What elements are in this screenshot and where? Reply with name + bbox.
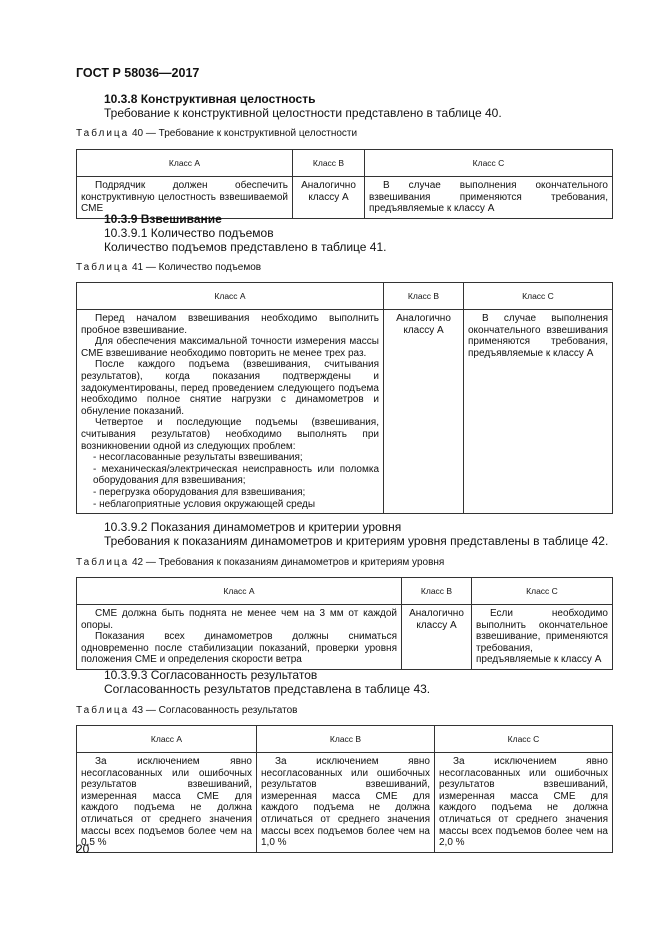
cell-class-a [77, 310, 384, 514]
col-header-b: Класс В [293, 150, 365, 177]
caption-prefix: Таблица [76, 128, 130, 139]
cell-class-c: Если необходимо выполнить окончательное взвешивание, применяются требования, предъявляемые к классу А [472, 605, 613, 670]
subsection-title: 10.3.9.2 Показания динамометров и критерии уровня [104, 520, 402, 534]
cell-class-c: В случае выполнения окончательного взвешивания применяются требования, предъявляемые к классу А [365, 177, 613, 219]
subsection-title: 10.3.9.1 Количество подъемов [104, 226, 274, 240]
section-text: Требование к конструктивной целостности представлено в таблице 40. [104, 106, 502, 120]
col-header-c: Класс С [464, 283, 613, 310]
caption-prefix: Таблица [76, 705, 130, 716]
table-41-caption [76, 262, 612, 274]
page-number: 20 [76, 842, 90, 856]
list-item: - механическая/электрическая неисправность или поломка оборудования для взвешивания; [93, 463, 379, 487]
col-header-a: Класс А [77, 150, 293, 177]
section-10-3-9-2 [76, 520, 612, 548]
col-header-c: Класс С [472, 578, 613, 605]
caption-text: 41 — Количество подъемов [132, 262, 262, 273]
col-header-c: Класс С [435, 726, 613, 753]
table-43-caption [76, 705, 612, 717]
paragraph: Четвертое и последующие подъемы (взвешивания, считывания результатов) необходимо выполнять при возникновении одной из следующих проблем: [81, 417, 379, 452]
paragraph: Для обеспечения максимальной точности измерения массы СМЕ взвешивание необходимо повторить не менее трех раз. [81, 336, 379, 359]
caption-text: 40 — Требование к конструктивной целостности [132, 128, 358, 139]
table-43 [76, 725, 612, 853]
section-title: 10.3.8 Конструктивная целостность [104, 92, 316, 106]
list-item: - неблагоприятные условия окружающей среды [93, 498, 316, 510]
cell-class-b: Аналогично классу А [402, 605, 472, 670]
paragraph: После каждого подъема (взвешивания, считывания результатов), когда показания подтверждены и задокументированы, перед проведением следующего подъема необходимо полное снятие нагрузки с динамометров и обнуление показаний. [81, 359, 379, 417]
caption-text: 42 — Требования к показаниям динамометров и критериям уровня [132, 557, 445, 568]
section-10-3-8 [76, 92, 612, 120]
table-42-caption [76, 557, 612, 569]
col-header-c: Класс С [365, 150, 613, 177]
document-header: ГОСТ Р 58036—2017 [76, 66, 200, 80]
section-10-3-9-3 [76, 668, 612, 696]
caption-text: 43 — Согласованность результатов [132, 705, 298, 716]
cell-class-b: Аналогично классу А [293, 177, 365, 219]
caption-prefix: Таблица [76, 557, 130, 568]
table-40 [76, 149, 612, 219]
col-header-b: Класс В [384, 283, 464, 310]
caption-prefix: Таблица [76, 262, 130, 273]
cell-class-a [77, 605, 402, 670]
cell-class-b: За исключением явно несогласованных или ошибочных результатов взвешиваний, измеренная масса СМЕ для каждого подъема не должна отличаться от среднего значения массы всех подъемов более чем на 1,0 % [257, 753, 435, 853]
section-title: 10.3.9 Взвешивание [104, 212, 222, 226]
cell-class-a: Подрядчик должен обеспечить конструктивную целостность взвешиваемой СМЕ [77, 177, 293, 219]
subsection-title: 10.3.9.3 Согласованность результатов [104, 668, 318, 682]
table-40-caption [76, 128, 612, 140]
list-item: - перегрузка оборудования для взвешивания; [93, 486, 306, 498]
table-42 [76, 577, 612, 670]
cell-class-c: За исключением явно несогласованных или ошибочных результатов взвешиваний, измеренная масса СМЕ для каждого подъема не должна отличаться от среднего значения массы всех подъемов более чем на 2,0 % [435, 753, 613, 853]
cell-class-a: За исключением явно несогласованных или ошибочных результатов взвешиваний, измеренная масса СМЕ для каждого подъема не должна отличаться от среднего значения массы всех подъемов более чем на 0,5 % [77, 753, 257, 853]
paragraph: СМЕ должна быть поднята не менее чем на 3 мм от каждой опоры. [81, 608, 397, 631]
list-item: - несогласованные результаты взвешивания; [93, 452, 303, 464]
col-header-b: Класс В [257, 726, 435, 753]
cell-class-b: Аналогично классу А [384, 310, 464, 514]
cell-class-c: В случае выполнения окончательного взвешивания применяются требования, предъявляемые к классу А [464, 310, 613, 514]
table-41 [76, 282, 612, 514]
section-text: Согласованность результатов представлена в таблице 43. [104, 682, 431, 696]
col-header-b: Класс В [402, 578, 472, 605]
col-header-a: Класс А [77, 578, 402, 605]
col-header-a: Класс А [77, 283, 384, 310]
col-header-a: Класс А [77, 726, 257, 753]
section-text: Количество подъемов представлено в таблице 41. [104, 240, 387, 254]
paragraph: Перед началом взвешивания необходимо выполнить пробное взвешивание. [81, 313, 379, 336]
paragraph: Показания всех динамометров должны сниматься одновременно после стабилизации показаний, проверки уровня положения СМЕ и определения скорости ветра [81, 631, 397, 666]
section-text: Требования к показаниям динамометров и критериям уровня представлены в таблице 42. [104, 534, 609, 548]
section-10-3-9 [76, 212, 612, 254]
